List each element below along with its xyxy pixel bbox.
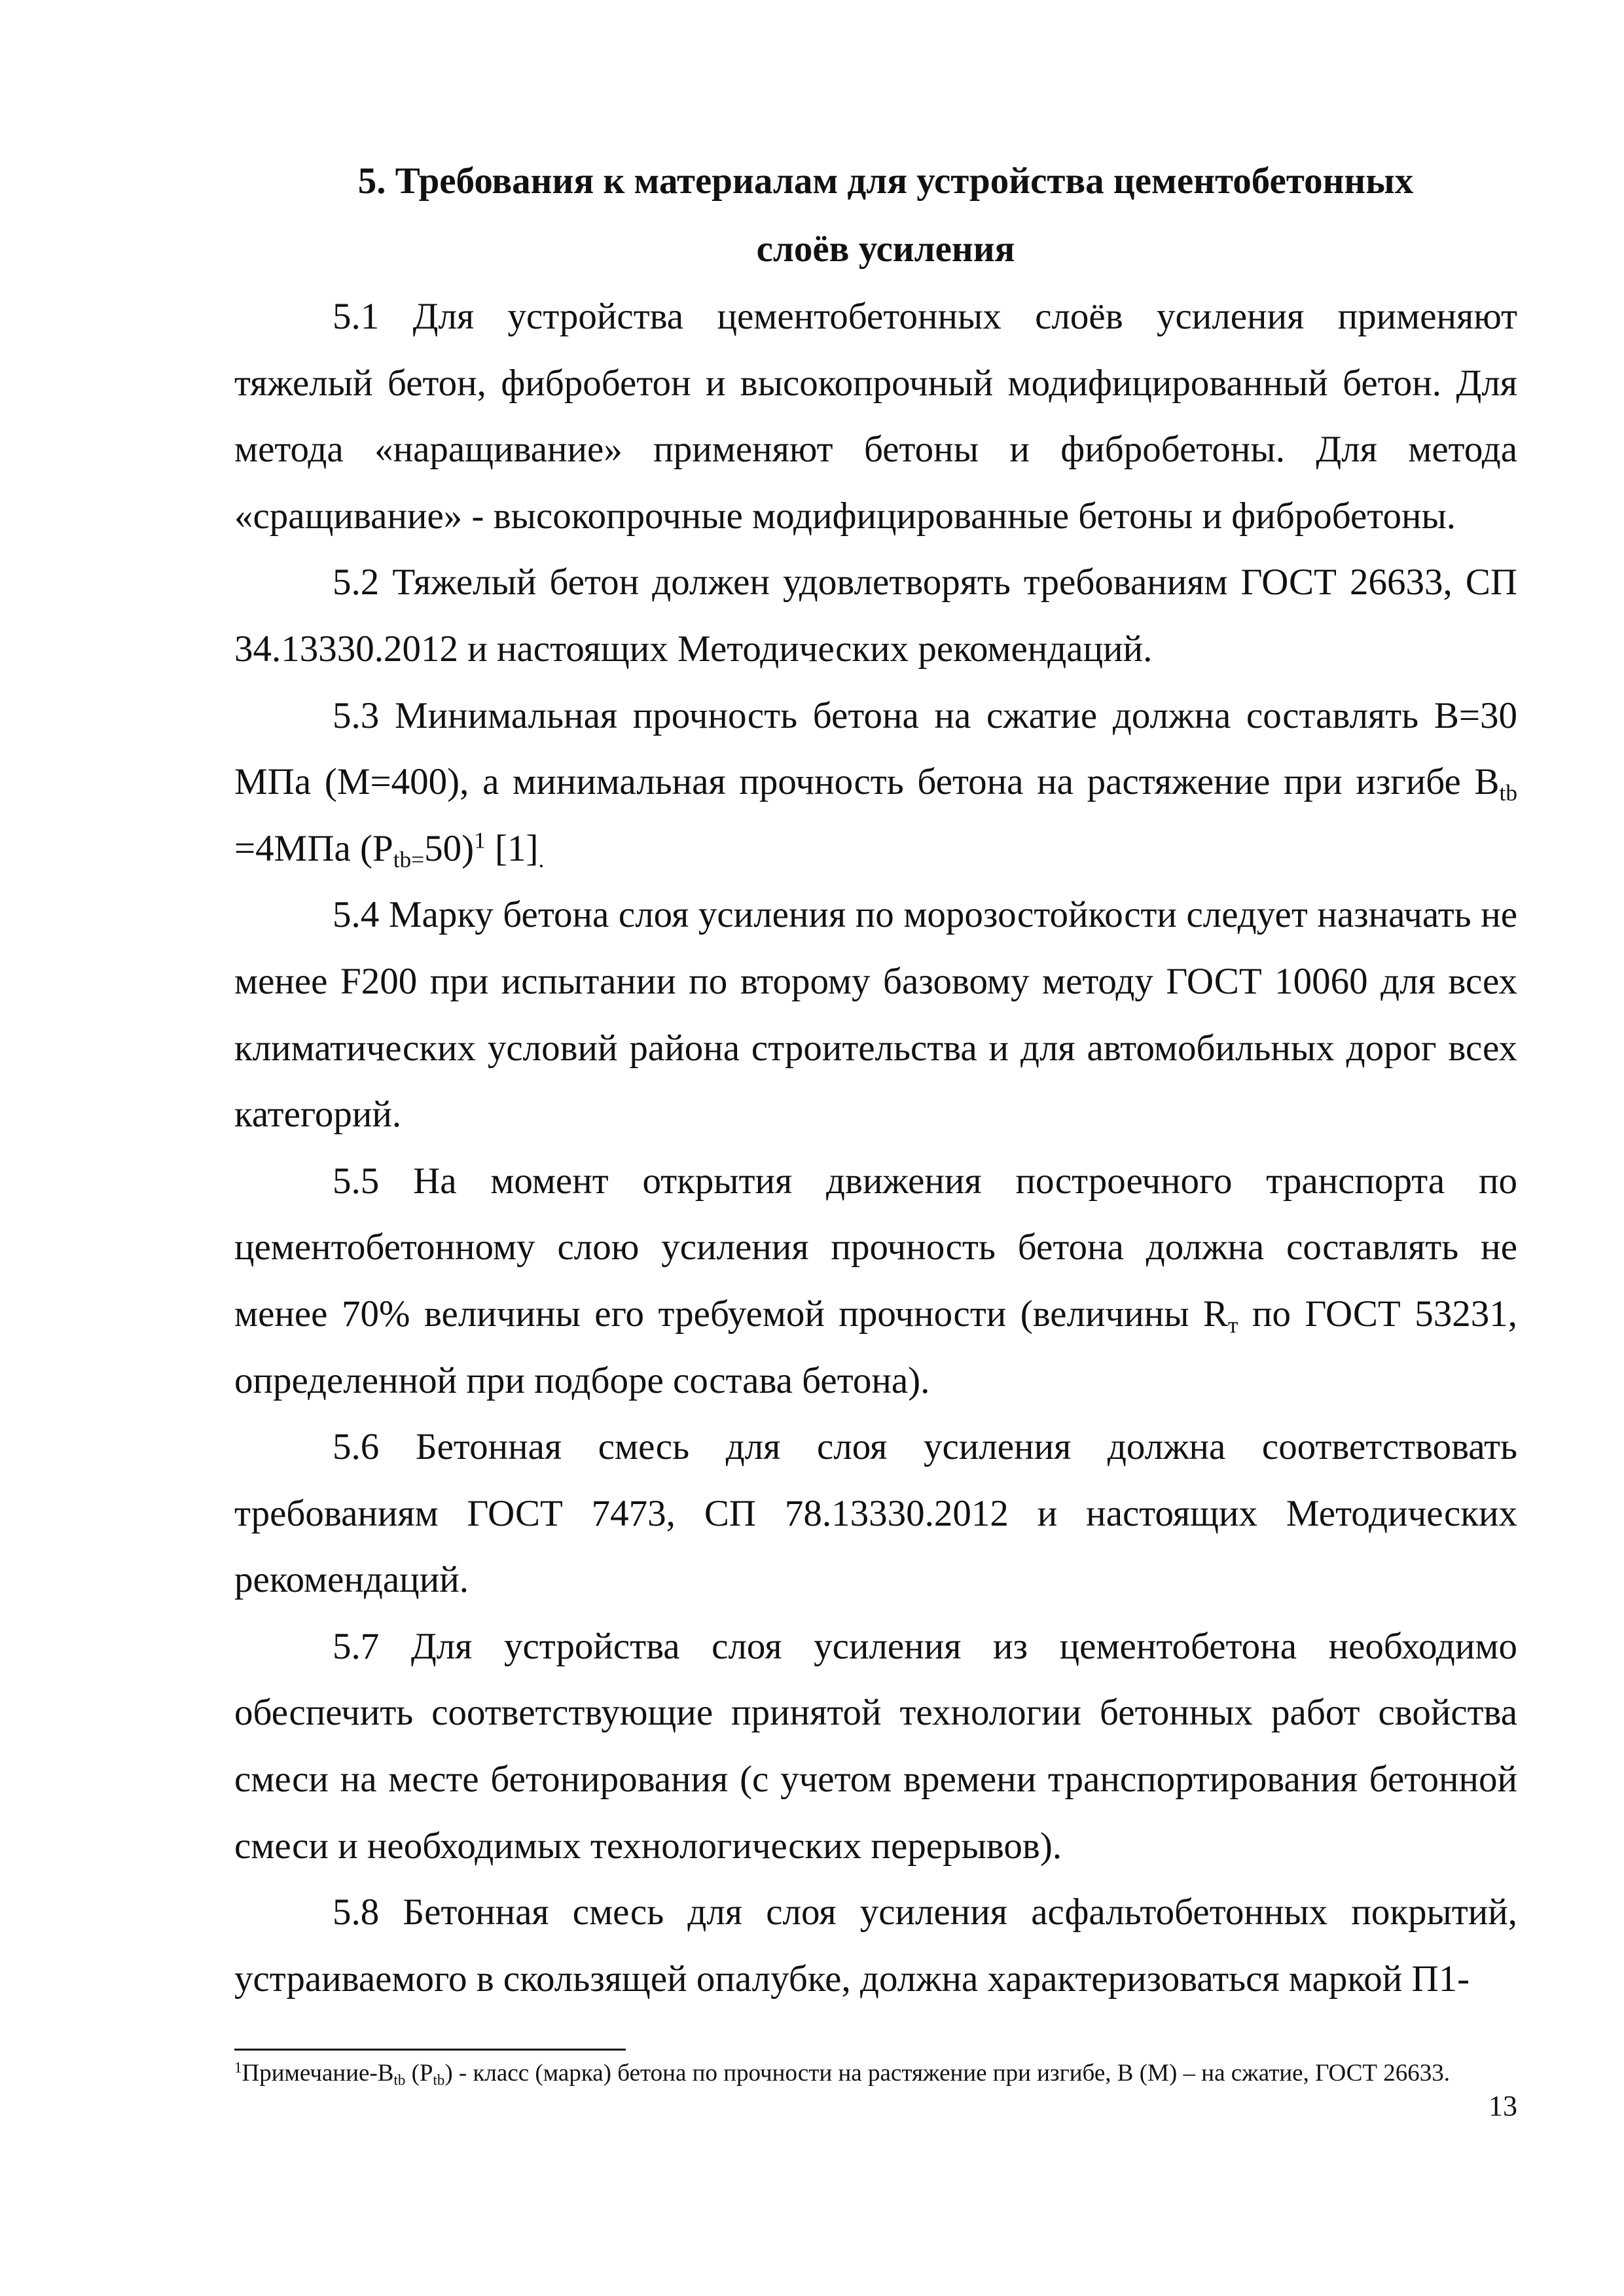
section-heading-line-1: 5. Требования к материалам для устройства цементобетонных — [357, 160, 1414, 202]
paragraph-5-3-end: . — [538, 846, 545, 872]
subscript-tb: tb= — [393, 846, 425, 872]
subscript-t: т — [1228, 1312, 1238, 1338]
footnote-marker: 1 — [234, 2059, 242, 2076]
footnote — [234, 2059, 1517, 2087]
paragraph-5-3-text: 5.3 Минимальная прочность бетона на сжатие должна составлять В=30 МПа (М=400), а минимальная прочность бетона на растяжение при изгибе В — [234, 694, 1517, 803]
paragraph-5-3-text: 50) — [424, 827, 475, 869]
paragraph-5-7: 5.7 Для устройства слоя усиления из цементобетона необходимо обеспечить соответствующие принятой технологии бетонных работ свойства смеси на месте бетонирования (с учетом времени транспортирования бетонной смеси и необходимых технологических перерывов). — [234, 1625, 1517, 1867]
citation-reference: [1] — [485, 827, 539, 869]
page-body — [234, 147, 1517, 2012]
page-number: 13 — [1489, 2090, 1517, 2122]
paragraph-5-1: 5.1 Для устройства цементобетонных слоёв усиления применяют тяжелый бетон, фибробетон и высокопрочный модифицированный бетон. Для метода «наращивание» применяют бетоны и фибробетоны. Для метода «сращивание» - высокопрочные модифицированные бетоны и фибробетоны. — [234, 296, 1517, 537]
footnote-text: (P — [405, 2060, 433, 2087]
subscript-tb: tb — [1499, 780, 1517, 806]
paragraph-5-8: 5.8 Бетонная смесь для слоя усиления асфальтобетонных покрытий, устраиваемого в скользящей опалубке, должна характеризоваться маркой П1- — [234, 1892, 1517, 2000]
footnote-separator — [234, 2049, 626, 2051]
paragraph-5-3-text: =4МПа (P — [234, 827, 393, 869]
footnote-text: ) - класс (марка) бетона по прочности на растяжение при изгибе, В (М) – на сжатие, ГОСТ 26633. — [444, 2060, 1451, 2087]
paragraph-5-6: 5.6 Бетонная смесь для слоя усиления должна соответствовать требованиям ГОСТ 7473, СП 78.13330.2012 и настоящих Методических рекомендаций. — [234, 1426, 1517, 1601]
subscript-tb: tb — [393, 2072, 406, 2089]
paragraph-5-5-text: по ГОСТ 53231, определенной при подборе состава бетона). — [234, 1293, 1518, 1401]
paragraph-5-3 — [234, 683, 1517, 882]
paragraph-5-4: 5.4 Марку бетона слоя усиления по морозостойкости следует назначать не менее F200 при испытании по второму базовому методу ГОСТ 10060 для всех климатических условий района строительства и для автомобильных дорог всех категорий. — [234, 894, 1517, 1136]
subscript-tb: tb — [433, 2072, 445, 2089]
section-heading — [234, 147, 1517, 283]
paragraph-5-5 — [234, 1148, 1517, 1414]
section-heading-line-2: слоёв усиления — [756, 228, 1015, 270]
paragraph-5-5-text: 5.5 На момент открытия движения построечного транспорта по цементобетонному слою усиления прочность бетона должна составлять не менее 70% величины его требуемой прочности (величины R — [234, 1160, 1517, 1335]
footnote-reference[interactable]: 1 — [474, 827, 486, 853]
paragraph-5-2: 5.2 Тяжелый бетон должен удовлетворять требованиям ГОСТ 26633, СП 34.13330.2012 и настоящих Методических рекомендаций. — [234, 562, 1517, 670]
footnote-text: Примечание-B — [242, 2060, 394, 2087]
